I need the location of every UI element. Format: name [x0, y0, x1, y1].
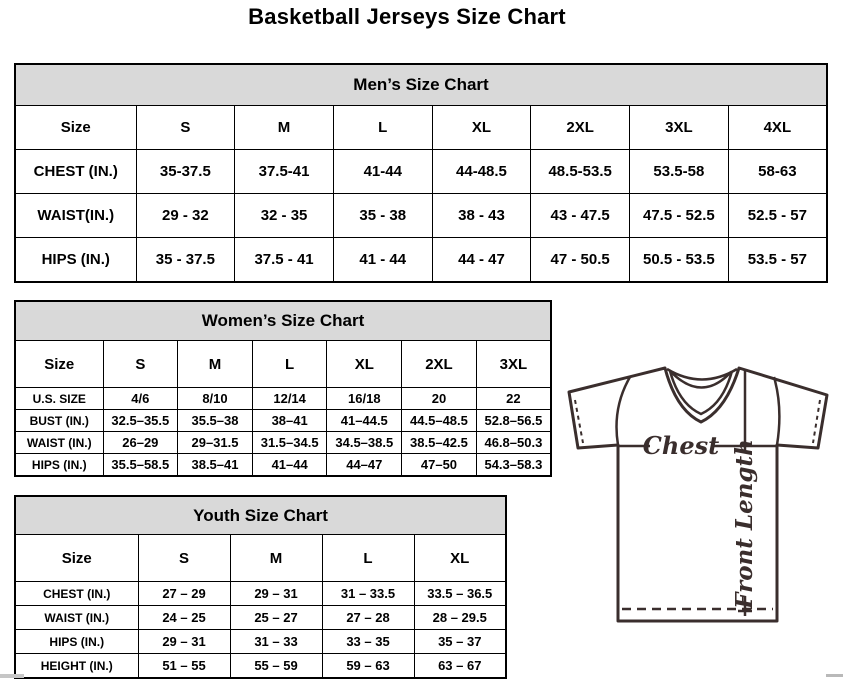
column-header: M	[178, 341, 253, 388]
column-header: L	[333, 106, 432, 150]
table-cell: 8/10	[178, 388, 253, 410]
mens-size-chart-table	[14, 63, 828, 283]
table-cell: 38.5–41	[178, 454, 253, 477]
table-cell: 47 - 50.5	[531, 238, 630, 283]
table-cell: 33.5 – 36.5	[414, 582, 506, 606]
column-header: 2XL	[531, 106, 630, 150]
table-row	[15, 630, 506, 654]
table-cell: 27 – 28	[322, 606, 414, 630]
table-cell: 46.8–50.3	[476, 432, 551, 454]
table-row	[15, 410, 551, 432]
column-header: M	[235, 106, 334, 150]
table-cell: 35 – 37	[414, 630, 506, 654]
table-cell: 54.3–58.3	[476, 454, 551, 477]
column-header: XL	[414, 535, 506, 582]
table-cell: 43 - 47.5	[531, 194, 630, 238]
column-header-row	[15, 106, 827, 150]
column-header: L	[252, 341, 327, 388]
size-header: Size	[15, 341, 103, 388]
table-cell: 41–44.5	[327, 410, 402, 432]
table-cell: 44 - 47	[432, 238, 531, 283]
table-cell: 63 – 67	[414, 654, 506, 679]
column-header: S	[136, 106, 235, 150]
table-cell: 33 – 35	[322, 630, 414, 654]
table-cell: 29–31.5	[178, 432, 253, 454]
table-cell: 20	[402, 388, 477, 410]
chart-title: Men’s Size Chart	[15, 64, 827, 106]
column-header: 3XL	[476, 341, 551, 388]
table-cell: 47.5 - 52.5	[630, 194, 729, 238]
table-cell: 22	[476, 388, 551, 410]
table-cell: 28 – 29.5	[414, 606, 506, 630]
table-cell: 31.5–34.5	[252, 432, 327, 454]
table-cell: 24 – 25	[138, 606, 230, 630]
table-row	[15, 654, 506, 679]
row-label: CHEST (IN.)	[15, 582, 138, 606]
size-header: Size	[15, 535, 138, 582]
scrollbar-fragment-left[interactable]	[0, 674, 24, 678]
table-row	[15, 194, 827, 238]
row-label: HEIGHT (IN.)	[15, 654, 138, 679]
table-row	[15, 150, 827, 194]
column-header: XL	[327, 341, 402, 388]
table-cell: 55 – 59	[230, 654, 322, 679]
jersey-outline-icon	[556, 358, 841, 630]
chart-title: Youth Size Chart	[15, 496, 506, 535]
row-label: BUST (IN.)	[15, 410, 103, 432]
table-cell: 38 - 43	[432, 194, 531, 238]
table-cell: 4/6	[103, 388, 178, 410]
row-label: HIPS (IN.)	[15, 454, 103, 477]
table-cell: 34.5–38.5	[327, 432, 402, 454]
mens-size-chart-section	[14, 63, 828, 283]
table-cell: 44–47	[327, 454, 402, 477]
table-cell: 35.5–38	[178, 410, 253, 432]
table-cell: 26–29	[103, 432, 178, 454]
column-header: 4XL	[728, 106, 827, 150]
table-row	[15, 582, 506, 606]
column-header: 3XL	[630, 106, 729, 150]
table-cell: 50.5 - 53.5	[630, 238, 729, 283]
table-cell: 35 - 37.5	[136, 238, 235, 283]
page-title: Basketball Jerseys Size Chart	[248, 4, 566, 29]
column-header: S	[103, 341, 178, 388]
table-row	[15, 238, 827, 283]
row-label: WAIST (IN.)	[15, 432, 103, 454]
table-cell: 38–41	[252, 410, 327, 432]
youth-size-chart-table	[14, 495, 507, 679]
chart-title-row	[15, 301, 551, 341]
jersey-diagram	[556, 358, 841, 630]
column-header: L	[322, 535, 414, 582]
row-label: HIPS (IN.)	[15, 630, 138, 654]
table-row	[15, 454, 551, 477]
table-cell: 31 – 33.5	[322, 582, 414, 606]
table-cell: 58-63	[728, 150, 827, 194]
column-header: XL	[432, 106, 531, 150]
table-cell: 38.5–42.5	[402, 432, 477, 454]
table-cell: 52.5 - 57	[728, 194, 827, 238]
chart-title-row	[15, 496, 506, 535]
table-cell: 47–50	[402, 454, 477, 477]
row-label: WAIST(IN.)	[15, 194, 136, 238]
table-cell: 44.5–48.5	[402, 410, 477, 432]
table-cell: 27 – 29	[138, 582, 230, 606]
youth-size-chart-section	[14, 495, 507, 679]
table-cell: 52.8–56.5	[476, 410, 551, 432]
womens-size-chart-section	[14, 300, 552, 477]
scrollbar-fragment-right[interactable]	[826, 674, 843, 677]
size-header: Size	[15, 106, 136, 150]
column-header: M	[230, 535, 322, 582]
chart-title: Women’s Size Chart	[15, 301, 551, 341]
table-cell: 25 – 27	[230, 606, 322, 630]
column-header-row	[15, 535, 506, 582]
table-cell: 37.5-41	[235, 150, 334, 194]
table-cell: 44-48.5	[432, 150, 531, 194]
table-cell: 41–44	[252, 454, 327, 477]
table-cell: 41 - 44	[333, 238, 432, 283]
chest-label: Chest	[642, 431, 720, 460]
womens-size-chart-table	[14, 300, 552, 477]
row-label: CHEST (IN.)	[15, 150, 136, 194]
column-header: S	[138, 535, 230, 582]
table-row	[15, 432, 551, 454]
table-cell: 29 – 31	[230, 582, 322, 606]
table-cell: 12/14	[252, 388, 327, 410]
table-cell: 32 - 35	[235, 194, 334, 238]
table-cell: 37.5 - 41	[235, 238, 334, 283]
jersey-body-outline	[569, 368, 827, 621]
row-label: HIPS (IN.)	[15, 238, 136, 283]
table-cell: 41-44	[333, 150, 432, 194]
table-cell: 29 – 31	[138, 630, 230, 654]
table-cell: 29 - 32	[136, 194, 235, 238]
front-length-label: Front Length	[731, 439, 758, 609]
table-cell: 35-37.5	[136, 150, 235, 194]
column-header: 2XL	[402, 341, 477, 388]
row-label: WAIST (IN.)	[15, 606, 138, 630]
table-cell: 35 - 38	[333, 194, 432, 238]
table-cell: 35.5–58.5	[103, 454, 178, 477]
table-cell: 48.5-53.5	[531, 150, 630, 194]
table-cell: 53.5-58	[630, 150, 729, 194]
table-row	[15, 606, 506, 630]
table-cell: 53.5 - 57	[728, 238, 827, 283]
table-cell: 32.5–35.5	[103, 410, 178, 432]
table-cell: 51 – 55	[138, 654, 230, 679]
table-cell: 59 – 63	[322, 654, 414, 679]
table-cell: 31 – 33	[230, 630, 322, 654]
table-cell: 16/18	[327, 388, 402, 410]
chart-title-row	[15, 64, 827, 106]
table-row	[15, 388, 551, 410]
column-header-row	[15, 341, 551, 388]
row-label: U.S. SIZE	[15, 388, 103, 410]
